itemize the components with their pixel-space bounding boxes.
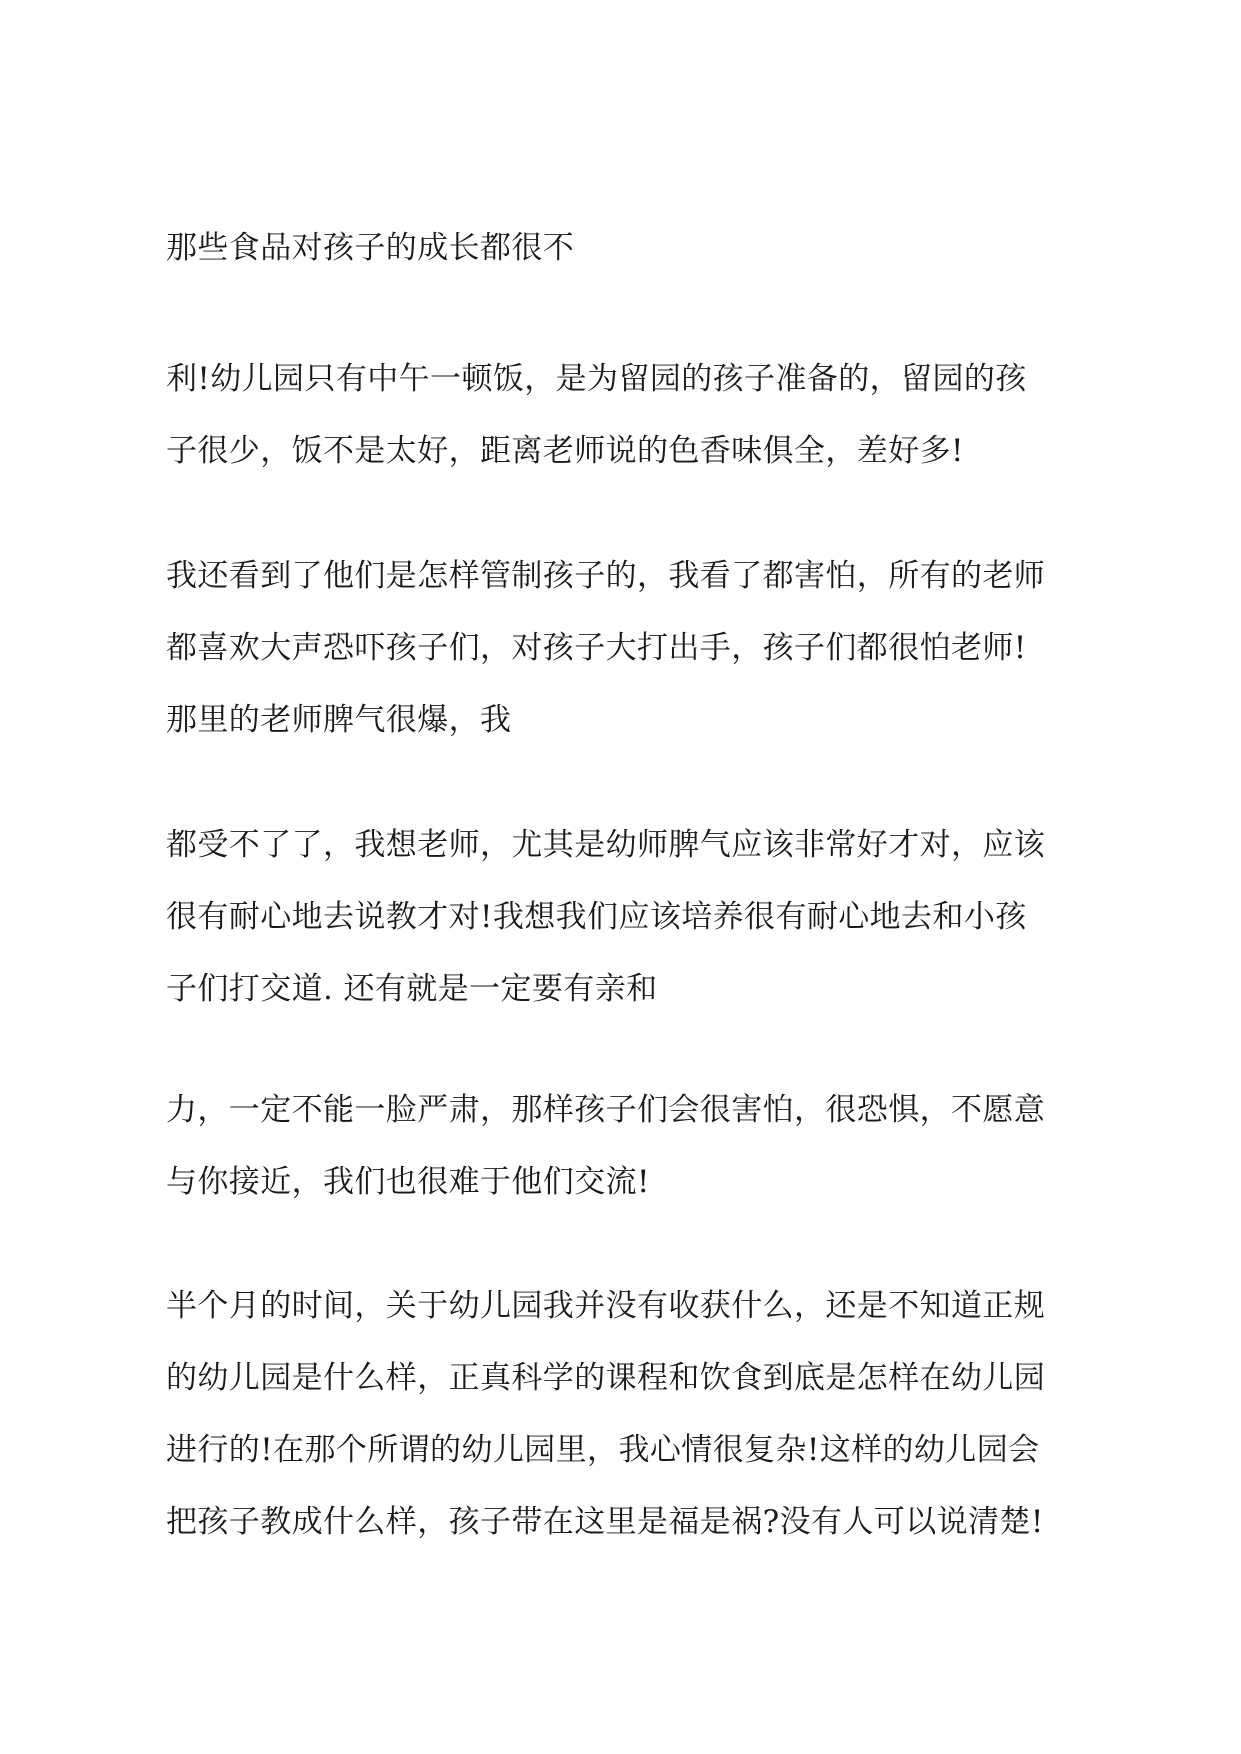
text-line: 子们打交道. 还有就是一定要有亲和: [166, 971, 658, 1007]
text-line: 那些食品对孩子的成长都很不: [166, 230, 575, 266]
text-line: 把孩子教成什么样，孩子带在这里是福是祸?没有人可以说清楚!: [166, 1504, 1044, 1540]
text-line: 力，一定不能一脸严肃，那样孩子们会很害怕，很恐惧，不愿意: [166, 1092, 1046, 1128]
paragraph-2: [166, 343, 1106, 487]
paragraph-5: [166, 1074, 1106, 1218]
text-line: 利!幼儿园只有中午一顿饭，是为留园的孩子准备的，留园的孩: [166, 361, 1027, 397]
text-line: 都受不了了，我想老师，尤其是幼师脾气应该非常好才对，应该: [166, 827, 1046, 863]
text-line: 我还看到了他们是怎样管制孩子的，我看了都害怕，所有的老师: [166, 558, 1046, 594]
paragraph-6: [166, 1270, 1106, 1558]
text-line: 的幼儿园是什么样，正真科学的课程和饮食到底是怎样在幼儿园: [166, 1360, 1046, 1396]
text-line: 与你接近，我们也很难于他们交流!: [166, 1164, 650, 1200]
text-line: 都喜欢大声恐吓孩子们，对孩子大打出手，孩子们都很怕老师!: [166, 630, 1027, 666]
text-line: 子很少，饭不是太好，距离老师说的色香味俱全，差好多!: [166, 433, 964, 469]
text-line: 半个月的时间，关于幼儿园我并没有收获什么，还是不知道正规: [166, 1288, 1046, 1324]
text-line: 很有耐心地去说教才对!我想我们应该培养很有耐心地去和小孩: [166, 899, 1027, 935]
text-line: 那里的老师脾气很爆，我: [166, 702, 512, 738]
paragraph-4: [166, 809, 1106, 1025]
text-line: 进行的!在那个所谓的幼儿园里，我心情很复杂!这样的幼儿园会: [166, 1432, 1040, 1468]
paragraph-3: [166, 540, 1106, 756]
paragraph-1: [166, 212, 1106, 284]
